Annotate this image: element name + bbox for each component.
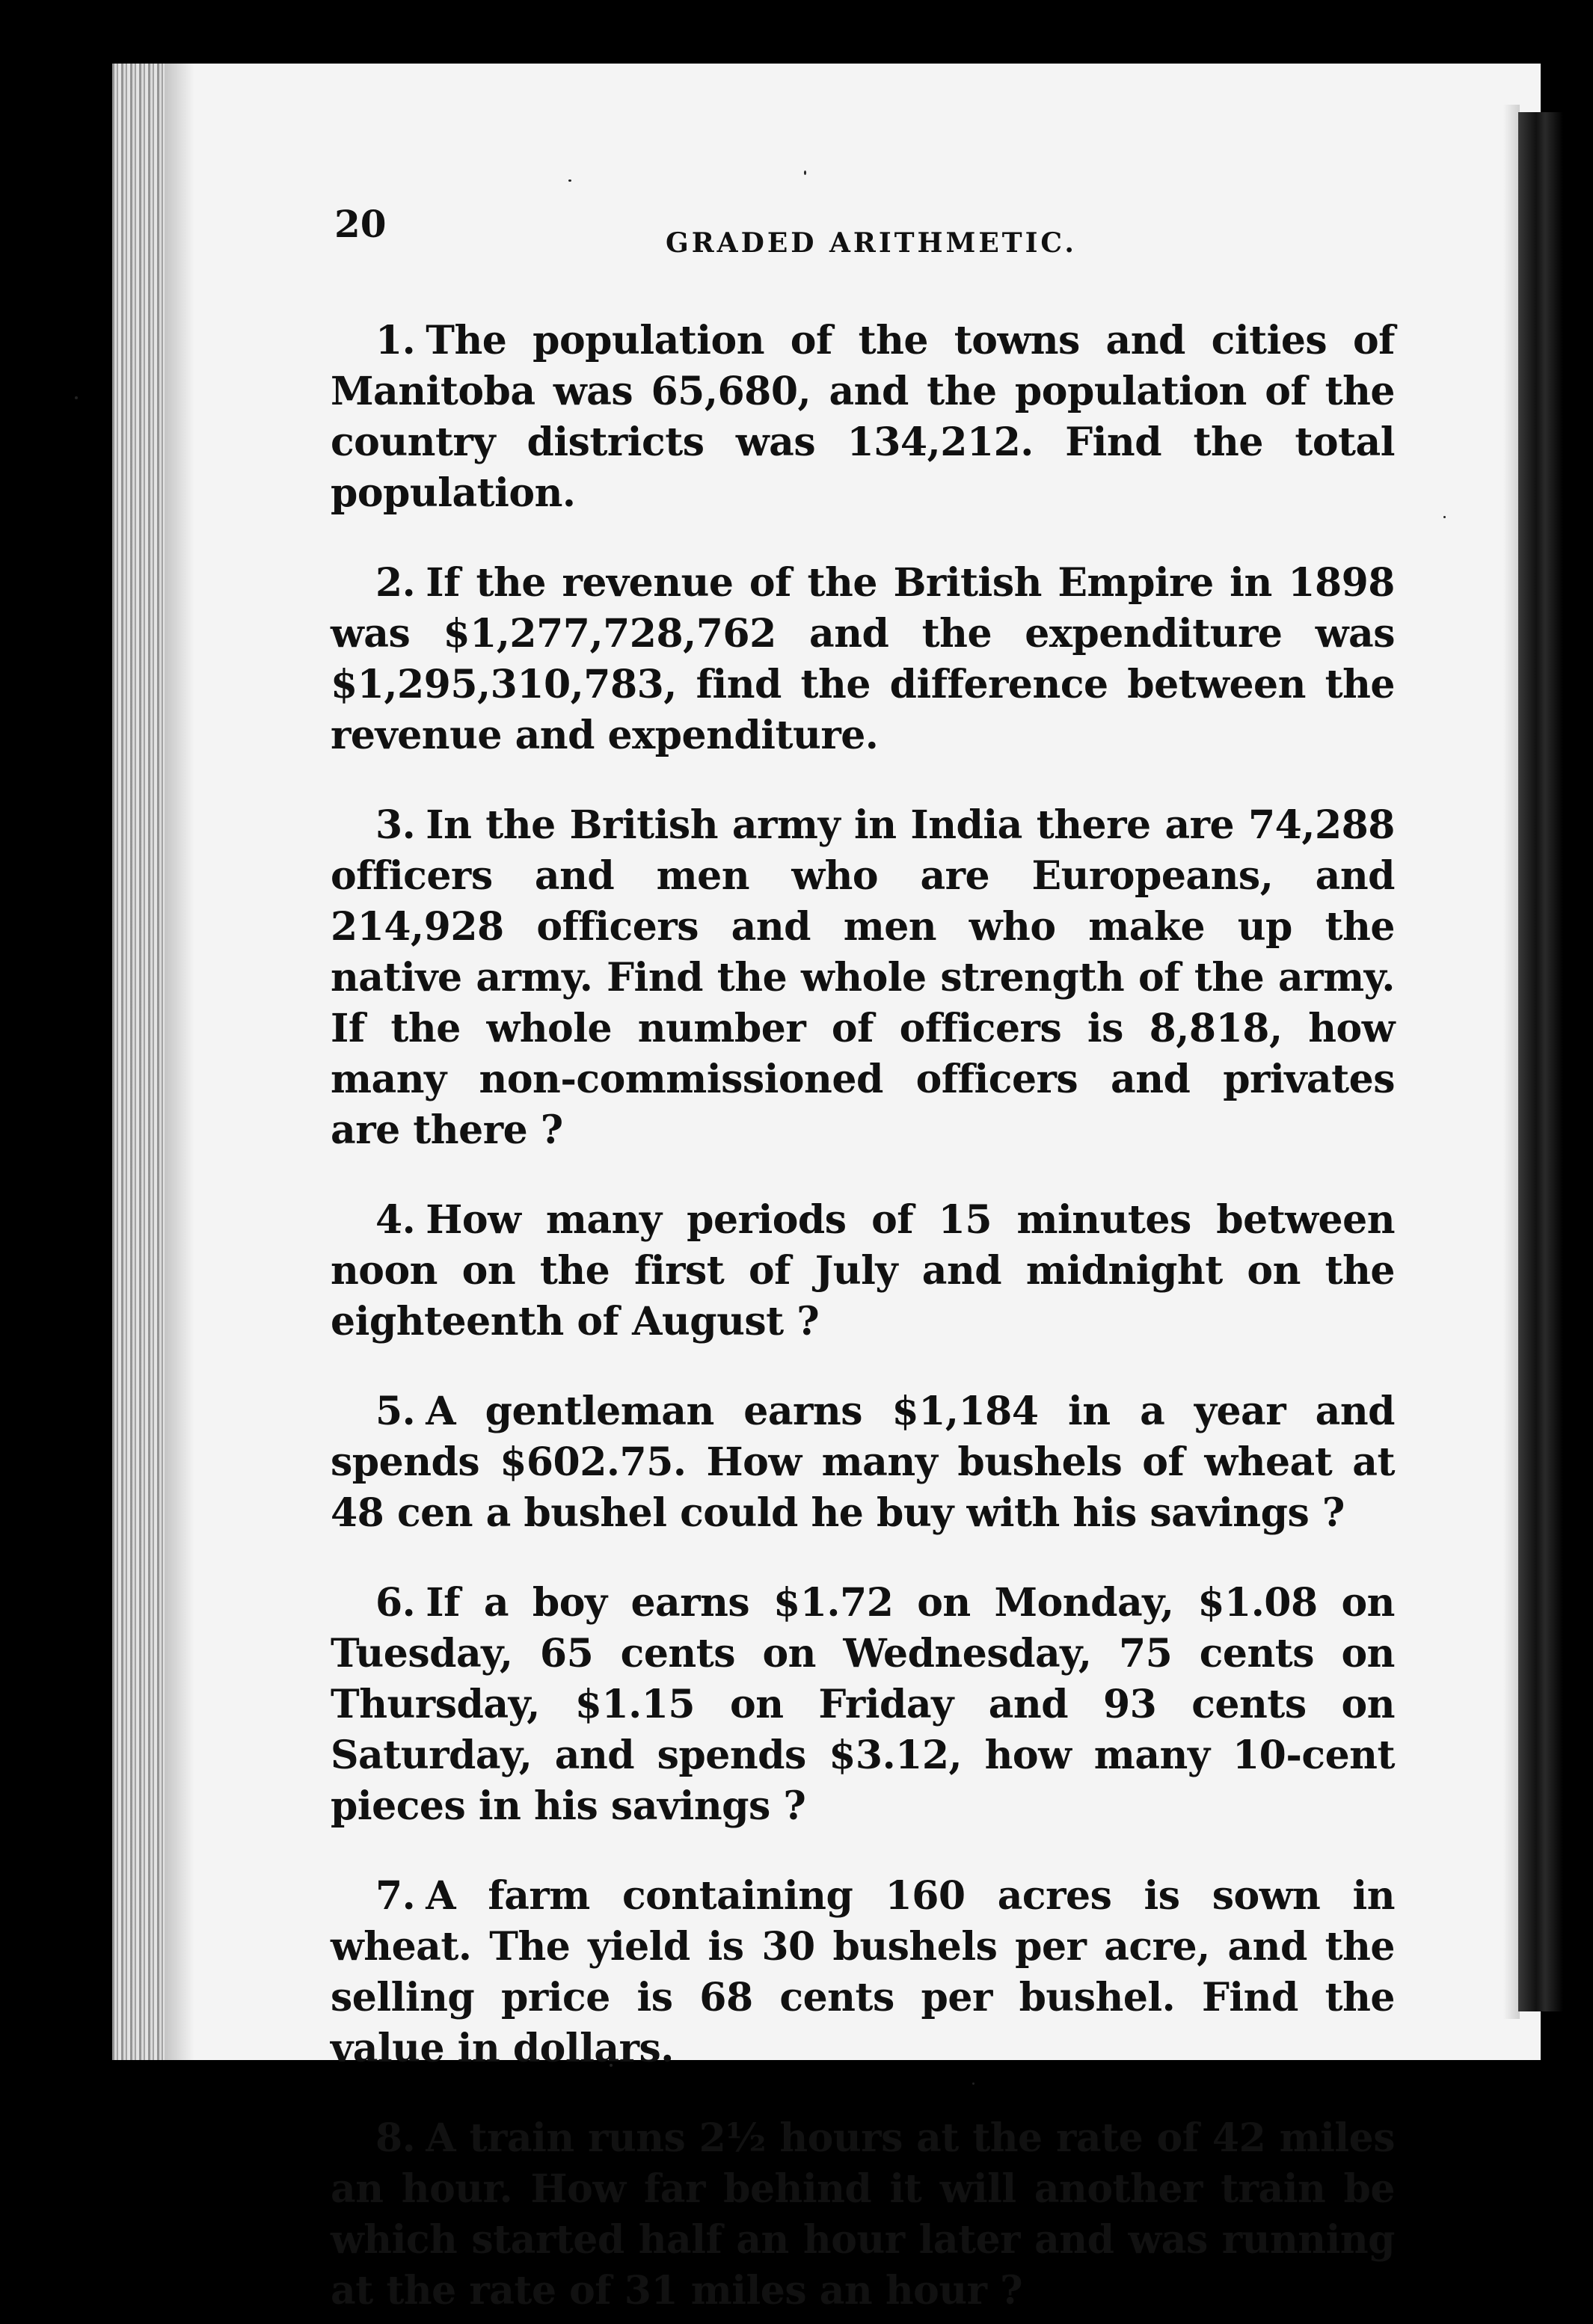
problem-7 xyxy=(331,1871,1395,2074)
gutter-shadow xyxy=(165,64,194,2060)
problem-number: 5. xyxy=(375,1389,416,1434)
problem-text: How many periods of 15 minutes between noon on the first of July and midnight on the eighteenth of August ? xyxy=(331,1197,1395,1344)
problem-text: The population of the towns and cities of Manitoba was 65,680, and the population of the country districts was 134,212. Find the total population. xyxy=(331,318,1395,516)
problem-8 xyxy=(331,2113,1395,2317)
problem-text: A gentleman earns $1,184 in a year and spends $602.75. How many bushels of wheat at 48 cen a bushel could he buy with his savings ? xyxy=(331,1389,1395,1536)
problem-number: 7. xyxy=(375,1873,416,1919)
problem-number: 1. xyxy=(375,318,416,363)
problem-list xyxy=(314,316,1395,2317)
problem-3 xyxy=(331,800,1395,1156)
page-number: 20 xyxy=(334,202,387,246)
problem-text: In the British army in India there are 74,288 officers and men who are Europeans, and 214,928 officers and men who make up the native army. Find the whole strength of the army. If the whole number of officers is 8,818, how many non-commissioned officers and privates are there ? xyxy=(331,802,1395,1153)
problem-text: If the revenue of the British Empire in 1898 was $1,277,728,762 and the expenditure was $1,295,310,783, find the difference between the revenue and expenditure. xyxy=(331,560,1395,758)
problem-5 xyxy=(331,1386,1395,1539)
page-gutter xyxy=(112,64,165,2060)
page-right-curve xyxy=(1503,105,1520,2019)
problem-number: 8. xyxy=(375,2115,416,2161)
problem-6 xyxy=(331,1578,1395,1832)
problem-number: 6. xyxy=(375,1580,416,1626)
problem-2 xyxy=(331,558,1395,761)
problem-number: 3. xyxy=(375,802,416,848)
problem-number: 4. xyxy=(375,1197,416,1243)
problem-1 xyxy=(331,316,1395,519)
problem-text: If a boy earns $1.72 on Monday, $1.08 on Tuesday, 65 cents on Wednesday, 75 cents on Thursday, $1.15 on Friday and 93 cents on Saturday, and spends $3.12, how many 10-cent pieces in his savings ? xyxy=(331,1580,1395,1829)
running-head: GRADED ARITHMETIC. xyxy=(666,227,1077,259)
problem-text: A train runs 2½ hours at the rate of 42 miles an hour. How far behind it will another train be which started half an hour later and was running at the rate of 31 miles an hour ? xyxy=(331,2115,1395,2314)
page-header xyxy=(314,202,1395,269)
problem-text: A farm containing 160 acres is sown in wheat. The yield is 30 bushels per acre, and the selling price is 68 cents per bushel. Find the value in dollars. xyxy=(331,1873,1395,2071)
problem-4 xyxy=(331,1195,1395,1347)
page-content xyxy=(314,202,1395,2324)
binding-edge xyxy=(1518,112,1563,2011)
problem-number: 2. xyxy=(375,560,416,606)
